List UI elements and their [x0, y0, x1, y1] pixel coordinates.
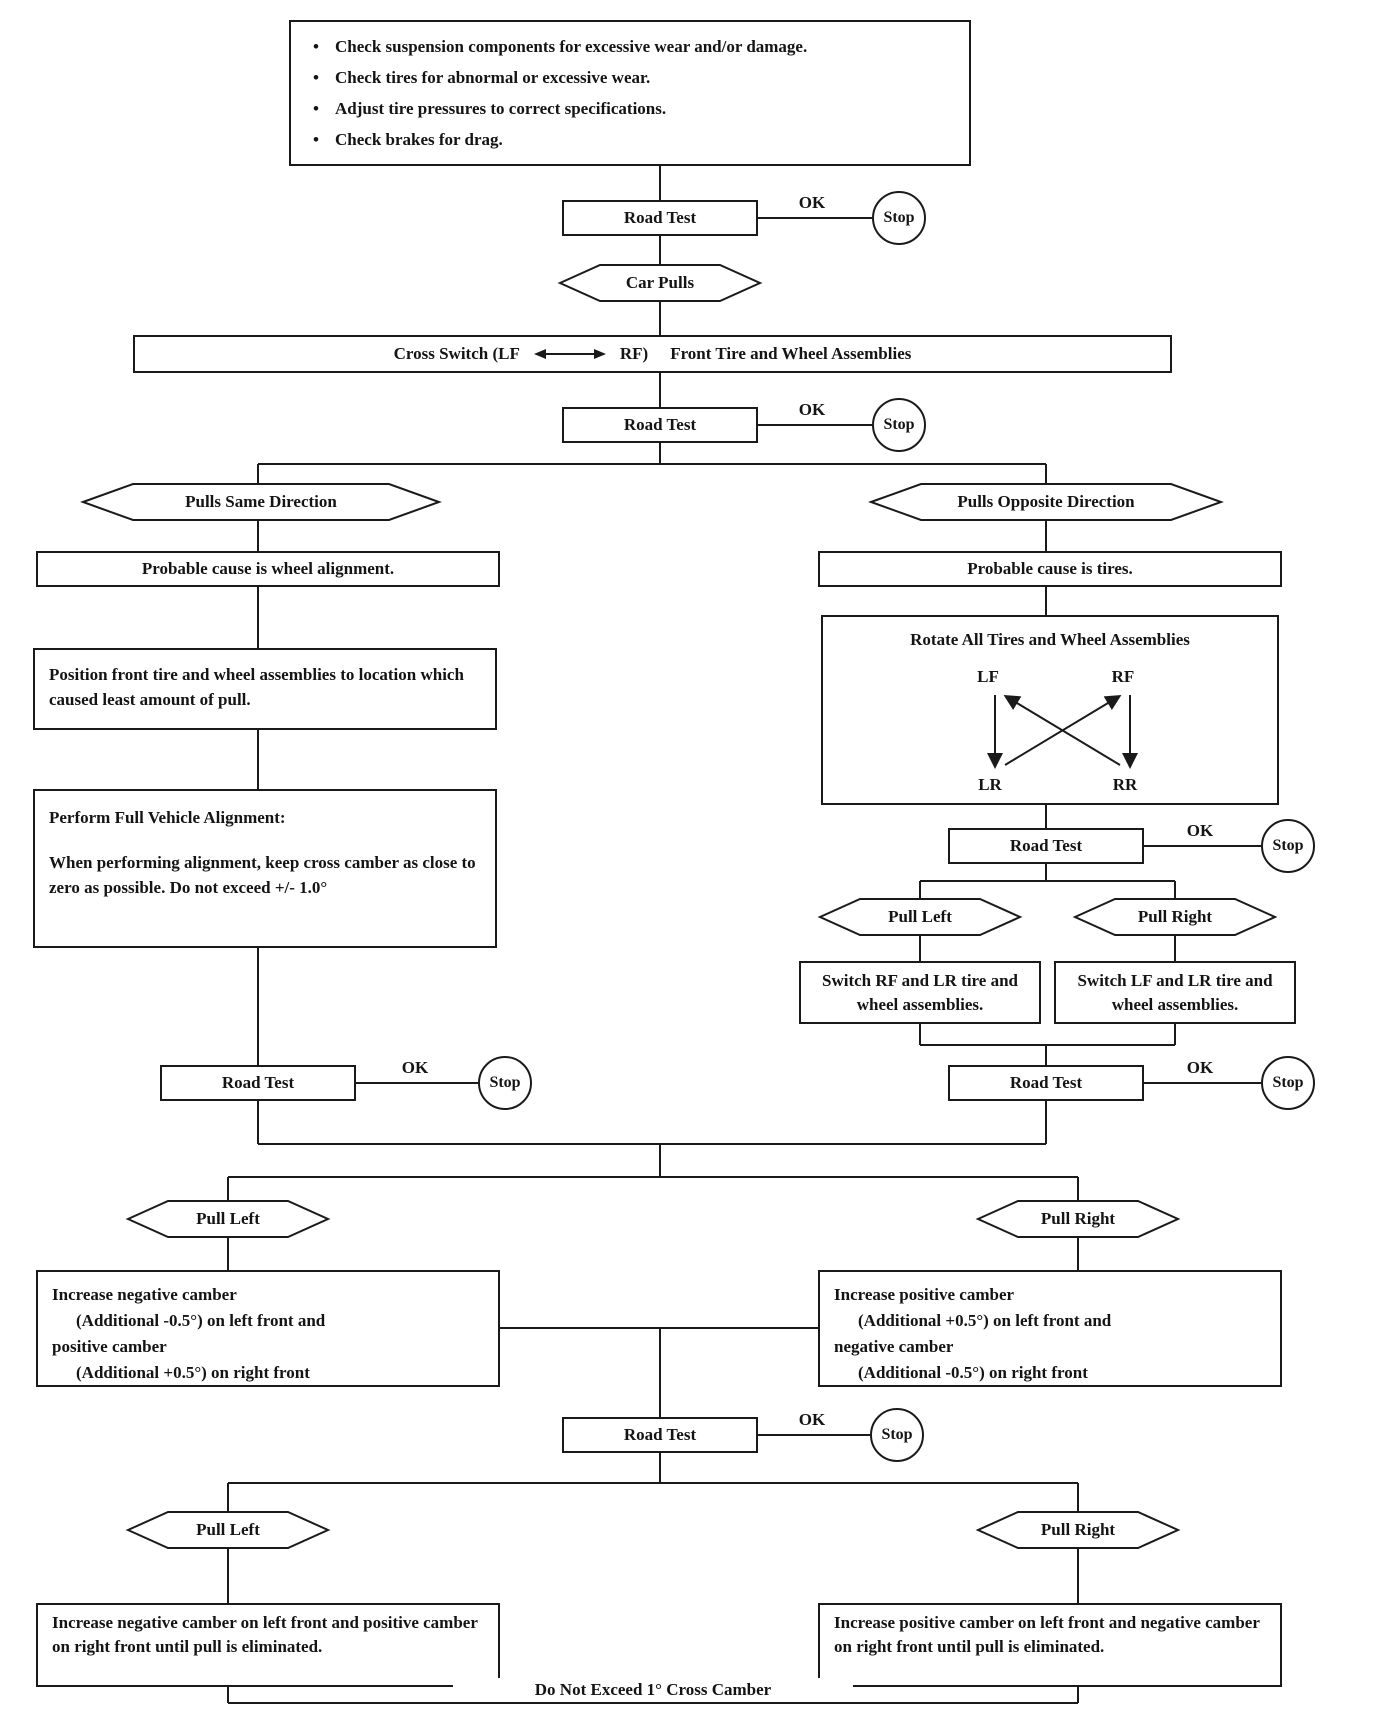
- position-front-tires-text: Position front tire and wheel assemblies to location which caused least amount of pull.: [49, 665, 464, 709]
- road-test-label: Road Test: [221, 1072, 295, 1092]
- pull-left-label: Pull Left: [888, 907, 952, 926]
- bullet-icon: [309, 129, 323, 152]
- ok-label: OK: [401, 1058, 429, 1077]
- cross-switch-text-suffix: Front Tire and Wheel Assemblies: [670, 343, 912, 363]
- increase-negative-camber-box: [36, 1270, 500, 1387]
- checklist-item: Check brakes for drag.: [335, 129, 503, 149]
- camber-line: (Additional -0.5°) on left front and: [76, 1311, 326, 1330]
- checklist-row: [309, 32, 951, 63]
- cross-switch-box: [133, 335, 1172, 373]
- probable-cause-alignment-label: Probable cause is wheel alignment.: [141, 558, 395, 578]
- road-test-label: Road Test: [1009, 835, 1083, 855]
- road-test-label: Road Test: [623, 414, 697, 434]
- pulls-same-direction-label: Pulls Same Direction: [185, 492, 337, 511]
- rotate-tires-title: Rotate All Tires and Wheel Assemblies: [910, 630, 1190, 649]
- checklist-item: Adjust tire pressures to correct specifications.: [335, 98, 667, 118]
- bullet-icon: [309, 67, 323, 90]
- road-test-box: [562, 200, 758, 236]
- cross-switch-text-mid: RF): [619, 343, 649, 363]
- camber-line: (Additional +0.5°) on left front and: [858, 1311, 1112, 1330]
- checklist-item: Check suspension components for excessive wear and/or damage.: [335, 37, 808, 56]
- wheel-lr-label: LR: [978, 774, 1002, 794]
- stop-label: Stop: [489, 1074, 521, 1091]
- road-test-box: [160, 1065, 356, 1101]
- perform-alignment-title: Perform Full Vehicle Alignment:: [49, 808, 286, 827]
- road-test-label: Road Test: [623, 1424, 697, 1444]
- switch-lf-lr-box: [1054, 961, 1296, 1024]
- rotate-tires-box: [821, 615, 1279, 805]
- increase-negative-until-text: Increase negative camber on left front and positive camber on right front until pull is eliminated.: [52, 1613, 478, 1656]
- bullet-icon: [309, 98, 323, 121]
- camber-line: positive camber: [52, 1337, 167, 1356]
- stop-label: Stop: [881, 1426, 913, 1443]
- increase-positive-until-box: [818, 1603, 1282, 1687]
- checklist-item: Check tires for abnormal or excessive wear.: [335, 67, 651, 87]
- position-front-tires-box: [33, 648, 497, 730]
- perform-alignment-box: [33, 789, 497, 948]
- rotation-arrow-rr-lf: [1007, 697, 1120, 765]
- stop-label: Stop: [1272, 1074, 1304, 1091]
- stop-label: Stop: [883, 209, 915, 226]
- increase-positive-camber-box: [818, 1270, 1282, 1387]
- cross-switch-text-prefix: Cross Switch (LF: [393, 343, 520, 363]
- pull-left-label: Pull Left: [196, 1209, 260, 1228]
- pulls-opposite-direction-label: Pulls Opposite Direction: [957, 492, 1135, 511]
- probable-cause-tires-label: Probable cause is tires.: [967, 558, 1133, 578]
- stop-label: Stop: [883, 416, 915, 433]
- wheel-rf-label: RF: [1111, 666, 1135, 686]
- checklist-row: [309, 125, 951, 156]
- camber-line: Increase positive camber: [834, 1285, 1015, 1304]
- checklist-box: [289, 20, 971, 166]
- ok-label: OK: [798, 193, 826, 212]
- perform-alignment-body: When performing alignment, keep cross camber as close to zero as possible. Do not exceed +/- 1.0°: [49, 852, 476, 897]
- wheel-lf-label: LF: [977, 666, 999, 686]
- switch-rf-lr-text: Switch RF and LR tire and wheel assemblies.: [822, 970, 1018, 1014]
- ok-label: OK: [798, 400, 826, 419]
- increase-negative-until-box: [36, 1603, 500, 1687]
- pull-left-label: Pull Left: [196, 1520, 260, 1539]
- pull-right-label: Pull Right: [1040, 1209, 1116, 1228]
- checklist-row: [309, 94, 951, 125]
- road-test-label: Road Test: [623, 207, 697, 227]
- road-test-box: [562, 1417, 758, 1453]
- road-test-box: [948, 828, 1144, 864]
- ok-label: OK: [1186, 1058, 1214, 1077]
- pull-right-label: Pull Right: [1137, 907, 1213, 926]
- footer-note: Do Not Exceed 1° Cross Camber: [453, 1678, 853, 1702]
- car-pulls-label: Car Pulls: [625, 273, 695, 292]
- swap-arrow-icon: [534, 348, 606, 360]
- ok-label: OK: [1186, 821, 1214, 840]
- probable-cause-tires-box: [818, 551, 1282, 587]
- pull-right-label: Pull Right: [1040, 1520, 1116, 1539]
- bullet-icon: [309, 36, 323, 59]
- camber-line: (Additional +0.5°) on right front: [76, 1363, 310, 1382]
- camber-line: negative camber: [834, 1337, 954, 1356]
- checklist-row: [309, 63, 951, 94]
- road-test-box: [562, 407, 758, 443]
- stop-label: Stop: [1272, 837, 1304, 854]
- camber-line: Increase negative camber: [52, 1285, 237, 1304]
- increase-positive-until-text: Increase positive camber on left front and negative camber on right front until pull is eliminated.: [834, 1613, 1260, 1656]
- road-test-box: [948, 1065, 1144, 1101]
- probable-cause-alignment-box: [36, 551, 500, 587]
- tire-rotation-arrows: [823, 617, 1277, 803]
- switch-rf-lr-box: [799, 961, 1041, 1024]
- road-test-label: Road Test: [1009, 1072, 1083, 1092]
- wheel-rr-label: RR: [1112, 774, 1138, 794]
- ok-label: OK: [798, 1410, 826, 1429]
- switch-lf-lr-text: Switch LF and LR tire and wheel assemblies.: [1077, 970, 1273, 1014]
- camber-line: (Additional -0.5°) on right front: [858, 1363, 1088, 1382]
- rotation-arrow-lr-rf: [1005, 697, 1118, 765]
